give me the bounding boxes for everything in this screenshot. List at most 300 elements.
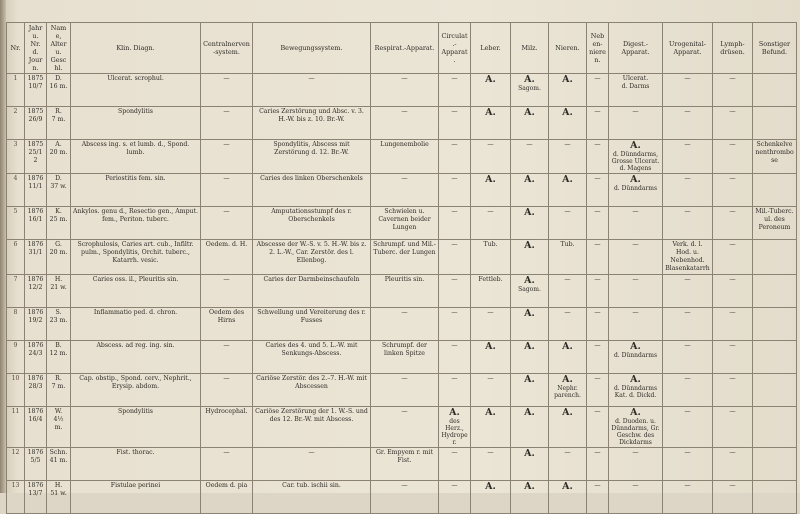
cell-respir: [371, 448, 439, 481]
cell-central: [201, 448, 253, 481]
urogen-value: —: [684, 449, 691, 456]
cell-name: [47, 240, 71, 275]
cell-urogen: [663, 240, 713, 275]
milz-value: A.: [524, 275, 535, 286]
bewegung-value: Caries des linken Oberschenkels: [260, 175, 363, 182]
cell-diagnose: [71, 240, 201, 275]
cell-jahr: [25, 374, 47, 407]
cell-sonst: [753, 481, 797, 514]
cell-sonst: [753, 308, 797, 341]
nieren-value: Tub.: [560, 241, 575, 248]
row-year: 1876: [27, 408, 44, 415]
cell-milz: [511, 448, 549, 481]
circulat-value: —: [451, 108, 458, 115]
row-year: 1876: [27, 482, 44, 489]
patient-name: D.: [55, 75, 62, 82]
cell-neben: [587, 481, 609, 514]
bewegung-value: Caries des 4. und 5. L.-W. mit Senkungs-Abscess.: [265, 342, 358, 357]
row-journal-nr: 16/1: [28, 216, 43, 223]
diagnose-value: Abscess. ad reg. ing. sin.: [96, 342, 175, 349]
cell-nieren: [549, 207, 587, 240]
respir-value: Schwielen u. Cavernen beider Lungen: [378, 208, 431, 231]
circulat-value: —: [451, 75, 458, 82]
lymph-value: —: [729, 141, 736, 148]
central-value: Oedem d. pia: [205, 482, 248, 489]
cell-urogen: [663, 448, 713, 481]
cell-central: [201, 308, 253, 341]
cell-leber: [471, 481, 511, 514]
cell-digest: [609, 240, 663, 275]
patient-name: R.: [55, 375, 62, 382]
cell-milz: [511, 174, 549, 207]
central-value: —: [223, 208, 230, 215]
table-row: [7, 74, 797, 107]
digest-value: —: [632, 482, 639, 489]
cell-milz: [511, 107, 549, 140]
digest-value: —: [632, 276, 639, 283]
cell-lymph: [713, 107, 753, 140]
row-year: 1876: [27, 449, 44, 456]
cell-circulat: [439, 174, 471, 207]
milz-value: A.: [524, 74, 535, 85]
milz-note: Sagom.: [518, 286, 541, 293]
circulat-value: —: [451, 208, 458, 215]
row-year: 1875: [27, 108, 44, 115]
cell-nieren: [549, 308, 587, 341]
cell-name: [47, 407, 71, 448]
cell-nieren: [549, 107, 587, 140]
patient-name: G.: [55, 241, 62, 248]
cell-digest: [609, 308, 663, 341]
circulat-value: —: [451, 449, 458, 456]
digest-value: —: [632, 208, 639, 215]
cell-jahr: [25, 448, 47, 481]
cell-digest: [609, 107, 663, 140]
central-value: Oedem. d. H.: [205, 241, 248, 248]
circulat-value: —: [451, 276, 458, 283]
diagnose-value: Fist. thorac.: [116, 449, 155, 456]
diagnose-value: Fistulae perinei: [110, 482, 161, 489]
table-row: [7, 341, 797, 374]
cell-respir: [371, 174, 439, 207]
digest-note: d. Duoden. u. Dünndarms, Gr. Geschw. des Dickdarms: [611, 418, 660, 446]
urogen-value: —: [684, 309, 691, 316]
leber-value: —: [487, 375, 494, 382]
cell-jahr: [25, 275, 47, 308]
patient-age: 7 m.: [51, 383, 66, 390]
cell-diagnose: [71, 275, 201, 308]
row-number: 7: [13, 276, 18, 283]
milz-value: A.: [524, 341, 535, 352]
cell-central: [201, 107, 253, 140]
cell-neben: [587, 407, 609, 448]
cell-bewegung: [253, 207, 371, 240]
cell-lymph: [713, 481, 753, 514]
diagnose-value: Caries oss. il., Pleuritis sin.: [92, 276, 179, 283]
cell-nieren: [549, 481, 587, 514]
respir-value: —: [401, 482, 408, 489]
cell-sonst: [753, 174, 797, 207]
cell-nr: [7, 374, 25, 407]
leber-value: Fettleb.: [478, 276, 503, 283]
cell-name: [47, 308, 71, 341]
cell-leber: [471, 275, 511, 308]
cell-nr: [7, 74, 25, 107]
header-bewegung: Bewegungssystem.: [253, 23, 371, 74]
cell-leber: [471, 448, 511, 481]
cell-nr: [7, 207, 25, 240]
cell-urogen: [663, 107, 713, 140]
cell-jahr: [25, 308, 47, 341]
cell-circulat: [439, 240, 471, 275]
cell-digest: [609, 275, 663, 308]
patient-age: 25 m.: [49, 216, 68, 223]
header-jahr: Jahr u. Nr. d. Journ.: [25, 23, 47, 74]
cell-lymph: [713, 174, 753, 207]
cell-urogen: [663, 481, 713, 514]
cell-milz: [511, 207, 549, 240]
circulat-note: des Herz., Hydroper.: [441, 418, 468, 446]
cell-digest: [609, 374, 663, 407]
lymph-value: —: [729, 75, 736, 82]
cell-digest: [609, 174, 663, 207]
cell-circulat: [439, 341, 471, 374]
nieren-value: —: [564, 141, 571, 148]
patient-age: 16 m.: [49, 83, 68, 90]
digest-value: A.: [630, 407, 641, 418]
cell-nr: [7, 140, 25, 174]
urogen-value: —: [684, 175, 691, 182]
cell-urogen: [663, 74, 713, 107]
nieren-value: A.: [562, 74, 573, 85]
patient-name: K.: [55, 208, 62, 215]
nieren-value: —: [564, 449, 571, 456]
cell-digest: [609, 448, 663, 481]
cell-digest: [609, 140, 663, 174]
cell-jahr: [25, 341, 47, 374]
cell-lymph: [713, 374, 753, 407]
cell-lymph: [713, 341, 753, 374]
patient-name: S.: [55, 309, 62, 316]
cell-neben: [587, 207, 609, 240]
cell-jahr: [25, 174, 47, 207]
milz-value: A.: [524, 407, 535, 418]
cell-diagnose: [71, 341, 201, 374]
urogen-value: Verk. d. l. Hod. u. Nebenhod. Blasenkatarrh: [665, 241, 710, 272]
cell-bewegung: [253, 448, 371, 481]
cell-central: [201, 240, 253, 275]
row-year: 1876: [27, 208, 44, 215]
cell-name: [47, 448, 71, 481]
cell-sonst: [753, 407, 797, 448]
circulat-value: —: [451, 342, 458, 349]
cell-urogen: [663, 275, 713, 308]
cell-nr: [7, 407, 25, 448]
digest-value: —: [632, 309, 639, 316]
cell-neben: [587, 341, 609, 374]
cell-nieren: [549, 140, 587, 174]
diagnose-value: Cap. obstip., Spond. cerv., Nephrit., Erysip. abdom.: [79, 375, 192, 390]
diagnose-value: Ulcerat. scrophul.: [107, 75, 164, 82]
leber-value: A.: [485, 481, 496, 492]
row-number: 4: [13, 175, 18, 182]
header-leber: Leber.: [471, 23, 511, 74]
row-number: 11: [11, 408, 20, 415]
nieren-value: —: [564, 208, 571, 215]
leber-value: A.: [485, 174, 496, 185]
bewegung-value: Amputationsstumpf des r. Oberschenkels: [271, 208, 352, 223]
cell-bewegung: [253, 275, 371, 308]
leber-value: —: [487, 449, 494, 456]
circulat-value: —: [451, 482, 458, 489]
row-number: 3: [13, 141, 18, 148]
cell-leber: [471, 240, 511, 275]
neben-value: —: [594, 208, 601, 215]
milz-note: Sagom.: [518, 85, 541, 92]
cell-urogen: [663, 308, 713, 341]
neben-value: —: [594, 241, 601, 248]
respir-value: Lungenembolie: [380, 141, 429, 148]
cell-sonst: [753, 275, 797, 308]
nieren-value: A.: [562, 374, 573, 385]
lymph-value: —: [729, 449, 736, 456]
neben-value: —: [594, 342, 601, 349]
neben-value: —: [594, 141, 601, 148]
cell-nieren: [549, 275, 587, 308]
table-row: [7, 448, 797, 481]
patient-name: H.: [54, 276, 63, 283]
digest-value: A.: [630, 174, 641, 185]
leber-value: —: [487, 309, 494, 316]
central-value: —: [223, 276, 230, 283]
cell-leber: [471, 407, 511, 448]
cell-leber: [471, 308, 511, 341]
respir-value: Gr. Empyem r. mit Fist.: [375, 449, 434, 464]
respir-value: —: [401, 108, 408, 115]
respir-value: —: [401, 408, 408, 415]
cell-central: [201, 140, 253, 174]
cell-circulat: [439, 275, 471, 308]
cell-central: [201, 481, 253, 514]
cell-leber: [471, 174, 511, 207]
nieren-note: Nephr. parench.: [554, 385, 581, 399]
cell-bewegung: [253, 374, 371, 407]
cell-lymph: [713, 308, 753, 341]
patient-age: 23 m.: [49, 317, 68, 324]
cell-nr: [7, 174, 25, 207]
lymph-value: —: [729, 309, 736, 316]
cell-nieren: [549, 341, 587, 374]
cell-jahr: [25, 107, 47, 140]
cell-nieren: [549, 374, 587, 407]
cell-circulat: [439, 374, 471, 407]
cell-central: [201, 275, 253, 308]
circulat-value: —: [451, 309, 458, 316]
cell-diagnose: [71, 448, 201, 481]
neben-value: —: [594, 108, 601, 115]
patient-name: Schn.: [49, 449, 68, 456]
urogen-value: —: [684, 482, 691, 489]
digest-value: A.: [630, 374, 641, 385]
cell-milz: [511, 374, 549, 407]
cell-diagnose: [71, 374, 201, 407]
lymph-value: —: [729, 482, 736, 489]
patient-age: 51 w.: [50, 490, 67, 497]
leber-value: —: [487, 208, 494, 215]
cell-respir: [371, 407, 439, 448]
urogen-value: —: [684, 75, 691, 82]
urogen-value: —: [684, 208, 691, 215]
patient-name: H.: [54, 482, 63, 489]
cell-respir: [371, 341, 439, 374]
central-value: —: [223, 175, 230, 182]
table-row: [7, 107, 797, 140]
cell-respir: [371, 240, 439, 275]
cell-name: [47, 140, 71, 174]
cell-respir: [371, 374, 439, 407]
table-row: [7, 308, 797, 341]
header-nr: Nr.: [7, 23, 25, 74]
row-journal-nr: 5/5: [30, 457, 41, 464]
cell-lymph: [713, 275, 753, 308]
neben-value: —: [594, 449, 601, 456]
digest-note: d. Dünndarms, Grosse Ulcerat. d. Magens: [611, 151, 660, 172]
central-value: —: [223, 375, 230, 382]
cell-nieren: [549, 407, 587, 448]
nieren-value: A.: [562, 107, 573, 118]
leber-value: Tub.: [483, 241, 498, 248]
cell-sonst: [753, 107, 797, 140]
bewegung-value: Spondylitis, Abscess mit Zerstörung d. 12. Br.-W.: [273, 141, 350, 156]
cell-digest: [609, 407, 663, 448]
patient-name: W.: [54, 408, 63, 415]
patient-name: A.: [55, 141, 62, 148]
cell-circulat: [439, 481, 471, 514]
patient-age: 12 m.: [49, 350, 68, 357]
cell-circulat: [439, 448, 471, 481]
urogen-value: —: [684, 342, 691, 349]
cell-respir: [371, 107, 439, 140]
digest-value: A.: [630, 140, 641, 151]
ledger-body: [7, 74, 797, 514]
cell-bewegung: [253, 174, 371, 207]
central-value: Oedem des Hirns: [209, 309, 244, 324]
row-number: 12: [11, 449, 20, 456]
header-nieren: Nieren.: [549, 23, 587, 74]
diagnose-value: Abscess ing. s. et lumb. d., Spond. lumb.: [81, 141, 190, 156]
circulat-value: —: [451, 241, 458, 248]
digest-value: —: [632, 241, 639, 248]
row-journal-nr: 10/7: [28, 83, 43, 90]
urogen-value: —: [684, 108, 691, 115]
digest-note: d. Dünndarms Kat. d. Dickd.: [613, 385, 658, 399]
digest-value: —: [632, 108, 639, 115]
leber-value: A.: [485, 341, 496, 352]
row-number: 6: [13, 241, 18, 248]
cell-central: [201, 174, 253, 207]
table-row: [7, 240, 797, 275]
cell-neben: [587, 448, 609, 481]
cell-nr: [7, 107, 25, 140]
cell-leber: [471, 107, 511, 140]
patient-age: 20 m.: [49, 149, 68, 156]
cell-name: [47, 107, 71, 140]
cell-urogen: [663, 407, 713, 448]
cell-sonst: [753, 207, 797, 240]
nieren-value: A.: [562, 407, 573, 418]
central-value: —: [223, 342, 230, 349]
row-year: 1876: [27, 175, 44, 182]
neben-value: —: [594, 482, 601, 489]
cell-lymph: [713, 240, 753, 275]
cell-bewegung: [253, 407, 371, 448]
lymph-value: —: [729, 108, 736, 115]
pathology-table: [6, 22, 797, 514]
cell-leber: [471, 207, 511, 240]
cell-circulat: [439, 74, 471, 107]
digest-note: d. Dünndarms: [613, 352, 658, 359]
bewegung-value: Caries Zerstörung und Absc. v. 3. H.-W. bis z. 10. Br.-W.: [259, 108, 364, 123]
cell-bewegung: [253, 240, 371, 275]
cell-bewegung: [253, 107, 371, 140]
row-journal-nr: 13/7: [28, 490, 43, 497]
cell-jahr: [25, 74, 47, 107]
cell-nr: [7, 308, 25, 341]
cell-diagnose: [71, 74, 201, 107]
cell-digest: [609, 74, 663, 107]
cell-bewegung: [253, 74, 371, 107]
cell-bewegung: [253, 140, 371, 174]
cell-urogen: [663, 174, 713, 207]
cell-sonst: [753, 240, 797, 275]
row-year: 1876: [27, 241, 44, 248]
respir-value: Schrumpf. und Mil.-Tuberc. der Lungen: [373, 241, 436, 256]
digest-value: Ulcerat.: [622, 75, 649, 82]
row-journal-nr: 11/1: [28, 183, 43, 190]
sonst-value: Mil.-Tuberc. ul. des Peroneum: [755, 208, 794, 231]
neben-value: —: [594, 309, 601, 316]
header-digest: Digest.-Apparat.: [609, 23, 663, 74]
cell-diagnose: [71, 308, 201, 341]
cell-urogen: [663, 207, 713, 240]
cell-jahr: [25, 407, 47, 448]
neben-value: —: [594, 276, 601, 283]
cell-nr: [7, 341, 25, 374]
cell-digest: [609, 341, 663, 374]
bewegung-value: Car. tub. ischii sin.: [282, 482, 341, 489]
central-value: Hydrocephal.: [205, 408, 248, 415]
cell-circulat: [439, 140, 471, 174]
cell-respir: [371, 275, 439, 308]
header-row: [7, 23, 797, 74]
cell-name: [47, 341, 71, 374]
cell-circulat: [439, 207, 471, 240]
header-sonst: Sonstiger Befund.: [753, 23, 797, 74]
row-journal-nr: 31/1: [28, 249, 43, 256]
diagnose-value: Ankylos. genu d., Resectio gen., Amput. fem., Periton. tuberc.: [73, 208, 198, 223]
cell-leber: [471, 374, 511, 407]
cell-nr: [7, 448, 25, 481]
cell-milz: [511, 275, 549, 308]
cell-central: [201, 74, 253, 107]
cell-circulat: [439, 107, 471, 140]
cell-respir: [371, 74, 439, 107]
milz-value: A.: [524, 174, 535, 185]
cell-jahr: [25, 240, 47, 275]
cell-neben: [587, 308, 609, 341]
milz-value: A.: [524, 240, 535, 251]
neben-value: —: [594, 408, 601, 415]
